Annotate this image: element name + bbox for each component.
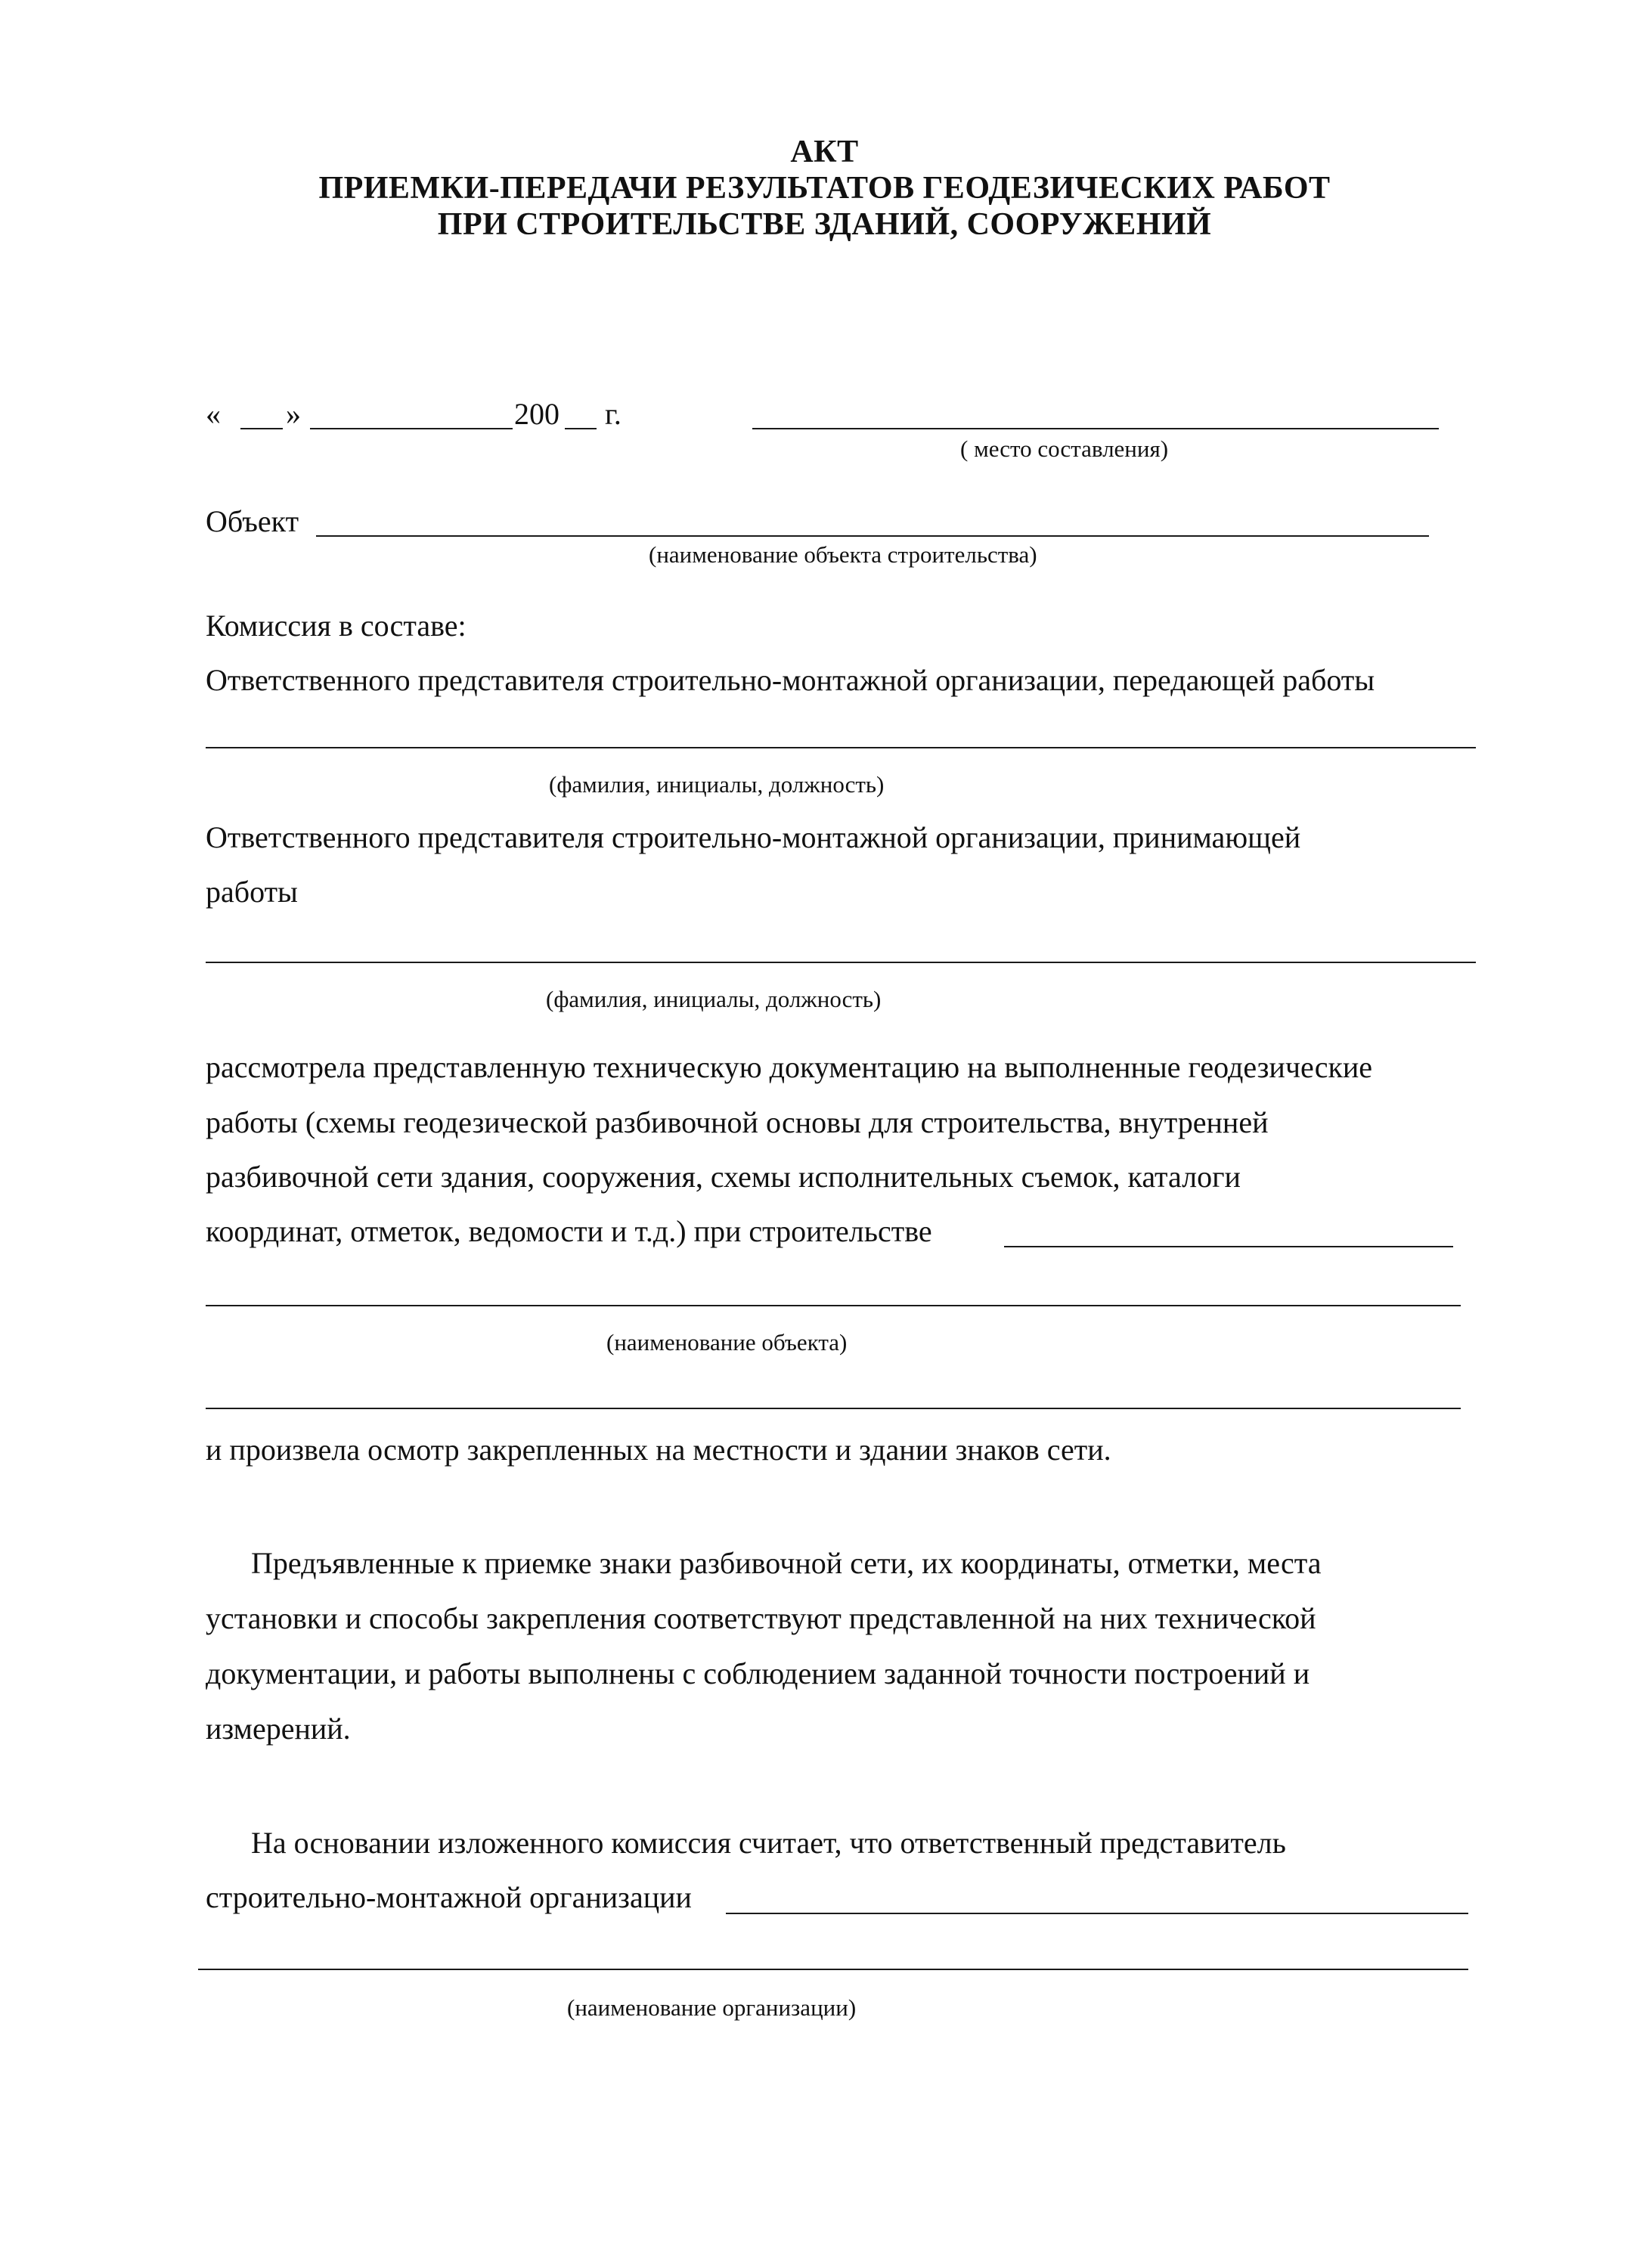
place-field[interactable] xyxy=(752,428,1439,429)
construction-object-field-cont[interactable] xyxy=(206,1305,1461,1306)
organization-caption: (наименование организации) xyxy=(567,1994,857,2021)
date-year-field[interactable] xyxy=(565,428,597,429)
rep2-text-line1: Ответственного представителя строительно-монтажной организации, принимающей xyxy=(206,820,1301,854)
review-line2: работы (схемы геодезической разбивочной основы для строительства, внутренней xyxy=(206,1105,1269,1139)
review-line1: рассмотрела представленную техническую документацию на выполненные геодезические xyxy=(206,1050,1373,1084)
rep1-caption: (фамилия, инициалы, должность) xyxy=(549,771,885,798)
conformity-line4: измерений. xyxy=(206,1712,351,1746)
date-close-quote: » xyxy=(286,397,301,431)
object-label: Объект xyxy=(206,504,299,538)
conformity-line2: установки и способы закрепления соответствуют представленной на них технической xyxy=(206,1601,1316,1635)
date-year-prefix: 200 xyxy=(514,397,559,431)
conformity-line1: Предъявленные к приемке знаки разбивочной сети, их координаты, отметки, места xyxy=(251,1546,1322,1580)
organization-field-cont[interactable] xyxy=(198,1969,1468,1970)
date-open-quote: « xyxy=(206,397,221,431)
document-title: АКТ xyxy=(790,135,859,169)
document-subtitle-line1: ПРИЕМКИ-ПЕРЕДАЧИ РЕЗУЛЬТАТОВ ГЕОДЕЗИЧЕСКИХ РАБОТ xyxy=(318,171,1331,206)
organization-field[interactable] xyxy=(726,1913,1468,1914)
document-subtitle-line2: ПРИ СТРОИТЕЛЬСТВЕ ЗДАНИЙ, СООРУЖЕНИЙ xyxy=(437,207,1212,242)
rep2-name-field[interactable] xyxy=(206,962,1476,963)
construction-object-field[interactable] xyxy=(1004,1246,1453,1247)
review-line4: координат, отметок, ведомости и т.д.) при строительстве xyxy=(206,1214,932,1248)
commission-heading: Комиссия в составе: xyxy=(206,609,466,643)
date-day-field[interactable] xyxy=(240,428,283,429)
inspection-text: и произвела осмотр закрепленных на местности и здании знаков сети. xyxy=(206,1433,1111,1467)
date-year-suffix: г. xyxy=(605,397,621,431)
conformity-line3: документации, и работы выполнены с соблюдением заданной точности построений и xyxy=(206,1656,1310,1690)
date-month-field[interactable] xyxy=(310,428,513,429)
object-caption: (наименование объекта строительства) xyxy=(649,541,1037,568)
rep1-text: Ответственного представителя строительно-монтажной организации, передающей работы xyxy=(206,663,1375,697)
review-line3: разбивочной сети здания, сооружения, схемы исполнительных съемок, каталоги xyxy=(206,1160,1241,1194)
rep2-text-line2: работы xyxy=(206,875,298,909)
review-object-caption: (наименование объекта) xyxy=(606,1329,848,1356)
construction-object-field-extra[interactable] xyxy=(206,1408,1461,1409)
rep1-name-field[interactable] xyxy=(206,747,1476,748)
conclusion-line1: На основании изложенного комиссия считает, что ответственный представитель xyxy=(251,1826,1286,1860)
place-caption: ( место составления) xyxy=(960,435,1169,462)
conclusion-line2: строительно-монтажной организации xyxy=(206,1880,692,1914)
rep2-caption: (фамилия, инициалы, должность) xyxy=(546,986,882,1012)
object-field[interactable] xyxy=(316,535,1429,537)
